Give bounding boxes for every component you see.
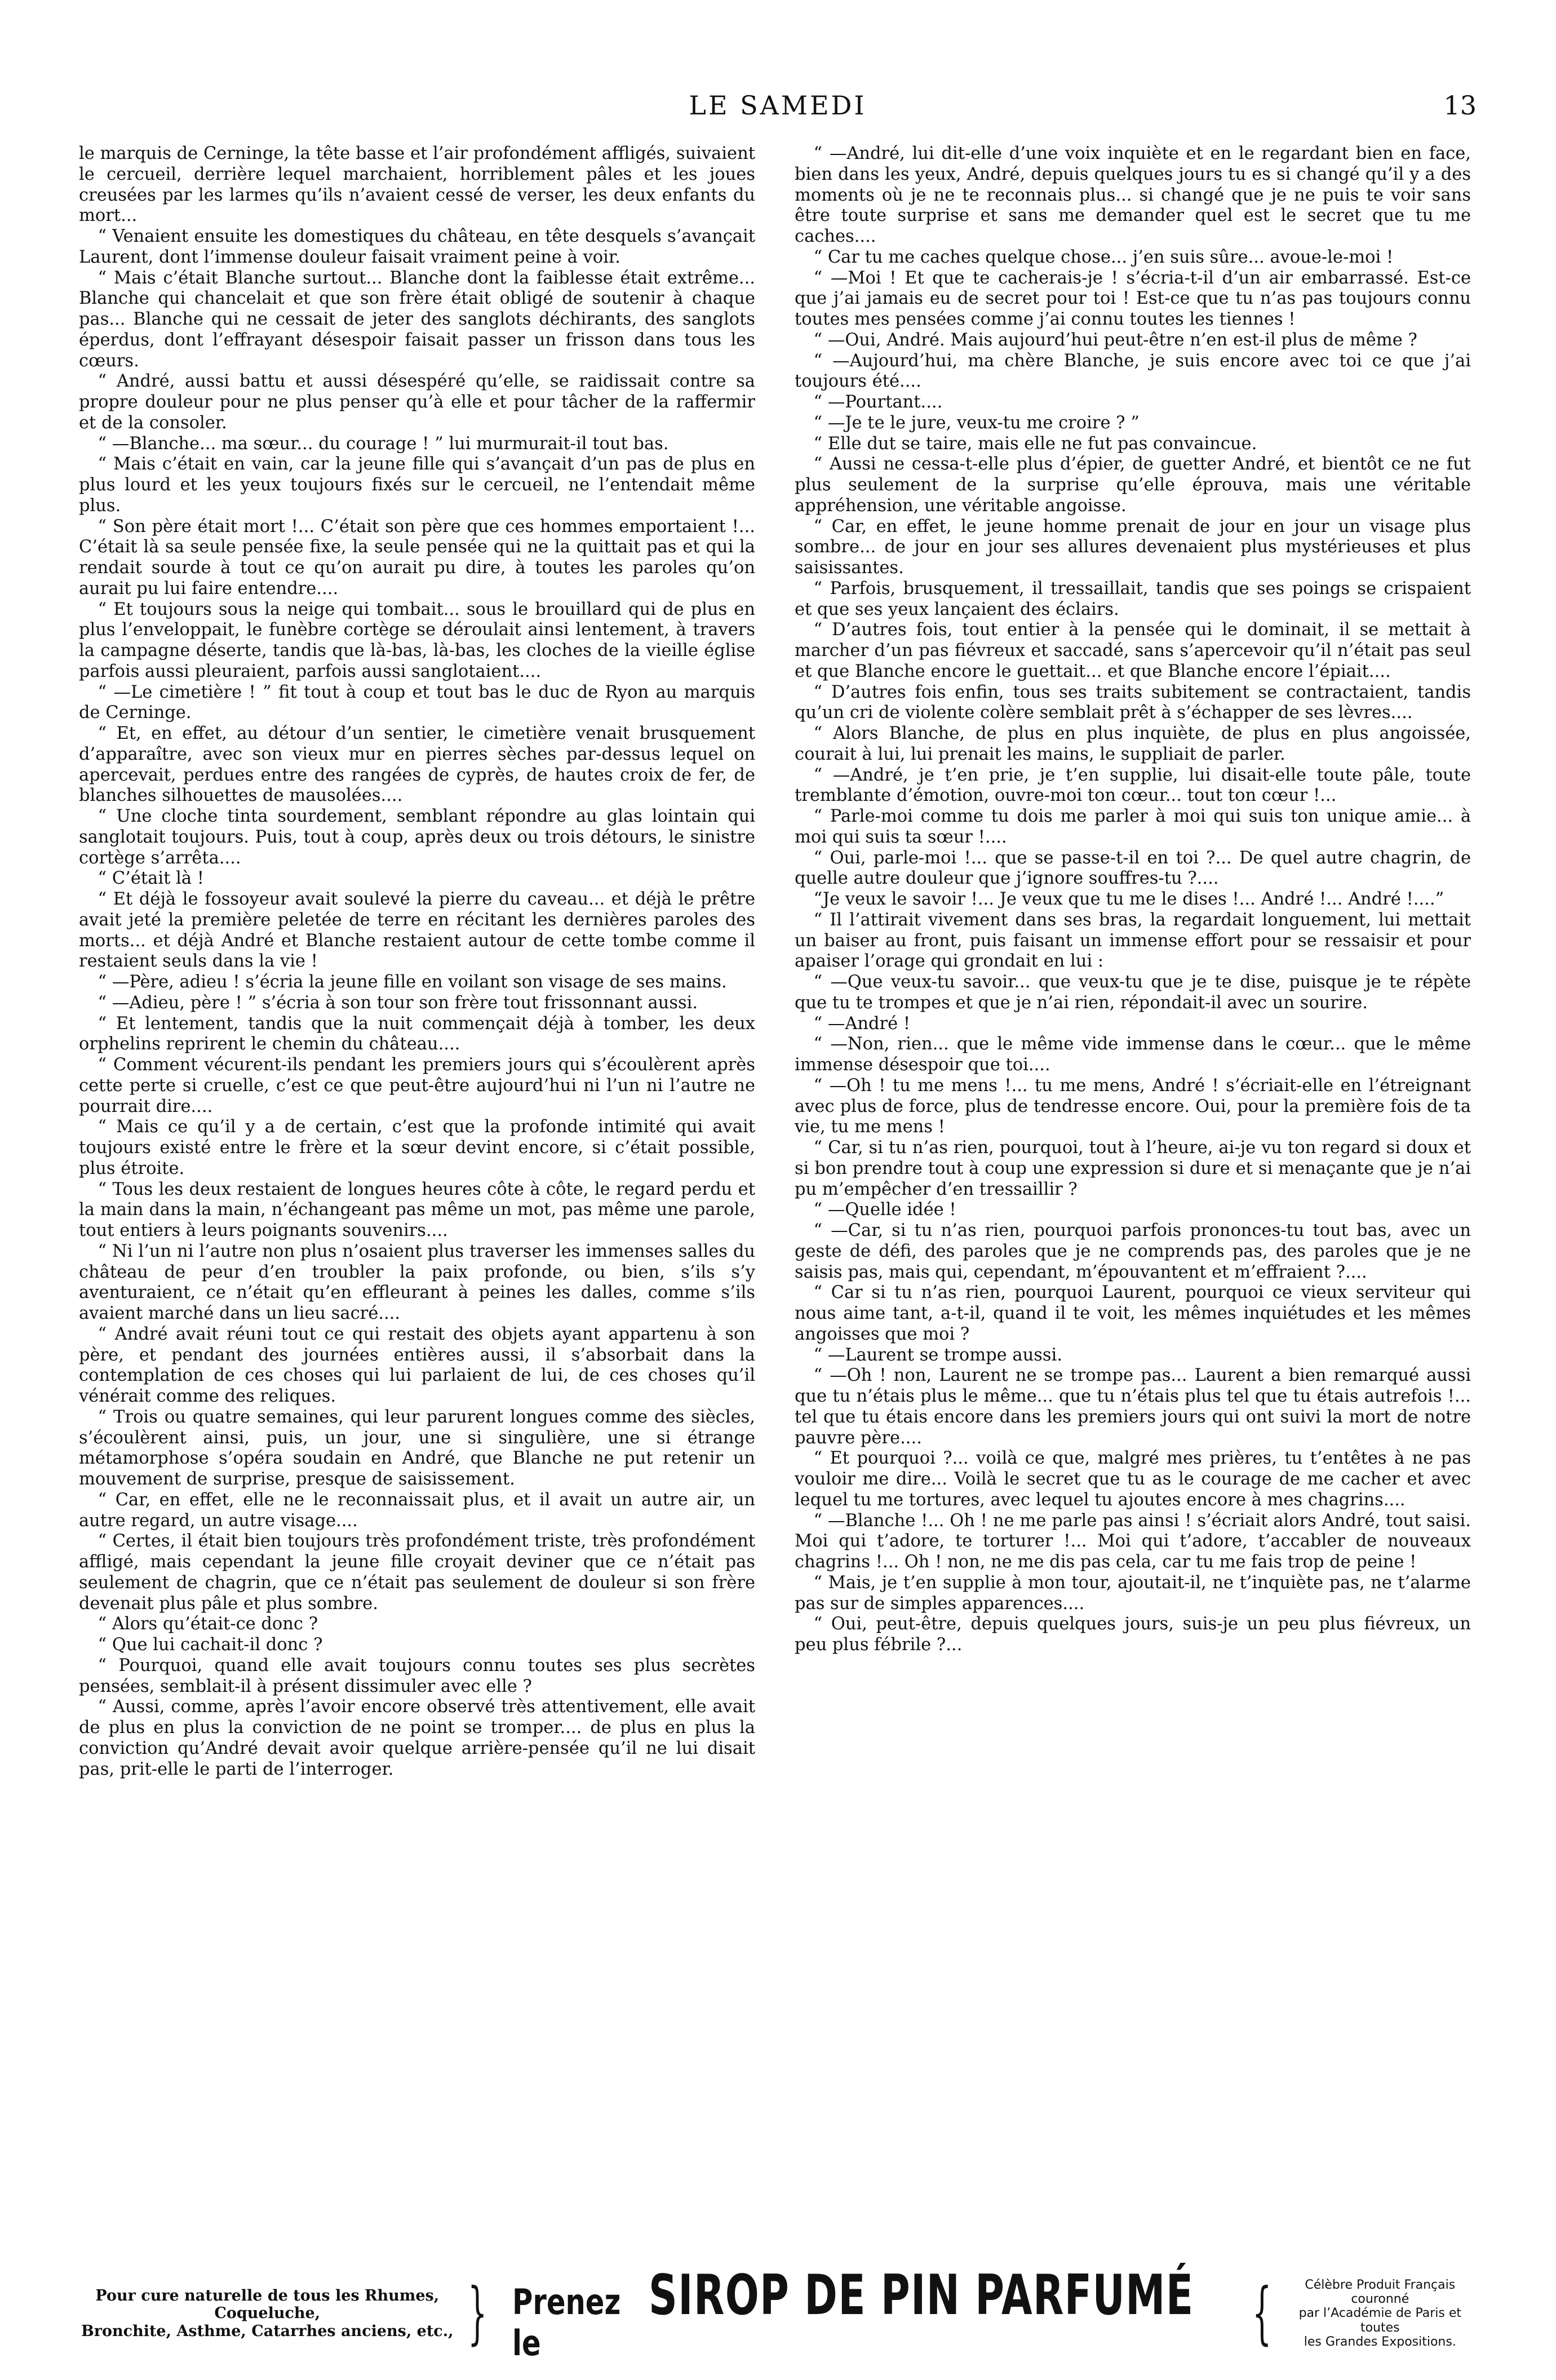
ad-indications [79,2287,456,2339]
paragraph: “ Mais c’était Blanche surtout... Blanche dont la faiblesse était extrême... Blanche qui chancelait et que son frère était obligé de soutenir à chaque pas... Blanche qui ne cessait de jeter des sanglots déchirants, des sanglots éperdus, dont l’effrayant désespoir faisait passer un frisson dans tous les cœurs. [79,268,755,371]
paragraph: “ Alors qu’était-ce donc ? [97,1614,318,1634]
paragraph: “ Et lentement, tandis que la nuit commençait déjà à tomber, les deux orphelins reprirent le chemin du château.... [79,1013,755,1054]
paragraph: “Je veux le savoir !... Je veux que tu me le dises !... André !... André !....” [813,889,1444,909]
paragraph: “ Pourquoi, quand elle avait toujours connu toutes ses plus secrètes pensées, semblait-il à présent dissimuler avec elle ? [79,1655,755,1696]
paragraph: “ —Blanche... ma sœur... du courage ! ” lui murmurait-il tout bas. [97,433,669,454]
paragraph: “ Oui, peut-être, depuis quelques jours, suis-je un peu plus fiévreux, un peu plus fébrile ?... [795,1614,1471,1655]
ad-product-name: SIROP DE PIN PARFUMÉ [649,2263,1194,2328]
ad-award-line: Célèbre Produit Français couronné [1305,2277,1456,2307]
ad-award-line: par l’Académie de Paris et toutes [1298,2306,1461,2335]
paragraph: “ —Moi ! Et que te cacherais-je ! s’écria-t-il d’un air embarrassé. Est-ce que j’ai jamais eu de secret pour toi ! Est-ce que tu n’as pas toujours connu toutes mes pensées comme j’ai connu toutes les tiennes ! [795,268,1471,329]
ad-prenez: Prenez le [512,2281,621,2364]
paragraph: “ —André, je t’en prie, je t’en supplie, lui disait-elle toute pâle, toute tremblante d’émotion, ouvre-moi ton cœur... tout ton cœur !... [795,765,1471,806]
advertisement-banner [79,2263,1477,2364]
paragraph: “ André, aussi battu et aussi désespéré qu’elle, se raidissait contre sa propre douleur pour ne plus penser qu’à elle et pour tâcher de la raffermir et de la consoler. [79,371,755,433]
ad-award-note [1284,2278,1477,2349]
paragraph: “ Alors Blanche, de plus en plus inquiète, de plus en plus angoissée, courait à lui, lui prenait les mains, le suppliait de parler. [795,724,1471,764]
paragraph: “ —Je te le jure, veux-tu me croire ? ” [813,413,1140,433]
paragraph: “ Mais, je t’en supplie à mon tour, ajoutait-il, ne t’inquiète pas, ne t’alarme pas sur de simples apparences.... [795,1572,1471,1614]
paragraph: “ D’autres fois enfin, tous ses traits subitement se contractaient, tandis qu’un cri de violente colère semblait prêt à s’échapper de ses lèvres.... [795,682,1471,723]
paragraph: “ D’autres fois, tout entier à la pensée qui le dominait, il se mettait à marcher d’un pas fiévreux et saccadé, sans s’apercevoir qu’il n’était pas seul et que Blanche encore le guettait... et que Blanche encore l’épiait.... [795,620,1471,681]
paragraph: “ —André, lui dit-elle d’une voix inquiète et en le regardant bien en face, bien dans les yeux, André, depuis quelques jours tu es si changé qu’il y a des moments où je ne te reconnais plus... si changé que je ne puis te voir sans être toute surprise et sans me demander quel est le secret que tu me caches.... [795,144,1471,246]
closing-brace: } [467,2274,487,2352]
paragraph: “ Son père était mort !... C’était son père que ces hommes emportaient !... C’était là sa seule pensée fixe, la seule pensée qui ne la quittait pas et qui la rendait sourde à tout ce qu’on aurait pu dire, à toutes les paroles qu’on aurait pu lui faire entendre.... [79,516,755,599]
left-column [79,144,755,2240]
article-body [79,144,1471,2240]
paragraph: “ Comment vécurent-ils pendant les premiers jours qui s’écoulèrent après cette perte si cruelle, c’est ce que peut-être aujourd’hui ni l’un ni l’autre ne pourrait dire.... [79,1055,755,1116]
paragraph: “ Car, si tu n’as rien, pourquoi, tout à l’heure, ai-je vu ton regard si doux et si bon prendre tout à coup une expression si dure et si menaçante que je n’ai pu m’empêcher d’en tressaillir ? [795,1138,1471,1199]
paragraph: “ —Blanche !... Oh ! ne me parle pas ainsi ! s’écriait alors André, tout saisi. Moi qui t’adore, te torturer !... Moi qui t’adore, t’accabler de nouveaux chagrins !... Oh ! non, ne me dis pas cela, car tu me fais trop de peine ! [795,1510,1471,1572]
paragraph: “ Elle dut se taire, mais elle ne fut pas convaincue. [813,433,1257,454]
paragraph: “ Et toujours sous la neige qui tombait... sous le brouillard qui de plus en plus l’enveloppait, le funèbre cortège se déroulait ainsi lentement, à travers la campagne déserte, tandis que là-bas, là-bas, les cloches de la vieille église parfois aussi pleuraient, parfois aussi sanglotaient.... [79,599,755,681]
paragraph: “ C’était là ! [97,868,204,889]
paragraph: “ Mais ce qu’il y a de certain, c’est que la profonde intimité qui avait toujours existé entre le frère et la sœur devint encore, si c’était possible, plus étroite. [79,1117,755,1178]
paragraph: “ —Le cimetière ! ” fit tout à coup et tout bas le duc de Ryon au marquis de Cerninge. [79,682,755,723]
paragraph: “ —Non, rien... que le même vide immense dans le cœur... que le même immense désespoir que toi.... [795,1034,1471,1075]
paragraph: “ Et pourquoi ?... voilà ce que, malgré mes prières, tu t’entêtes à ne pas vouloir me dire... Voilà le secret que tu as le courage de me cacher et avec lequel tu me tortures, avec lequel tu ajoutes encore à mes chagrins.... [795,1448,1471,1510]
paragraph: “ Car tu me caches quelque chose... j’en suis sûre... avoue-le-moi ! [813,247,1394,267]
paragraph: “ —Aujourd’hui, ma chère Blanche, je suis encore avec toi ce que j’ai toujours été.... [795,351,1471,392]
paragraph: “ Une cloche tinta sourdement, semblant répondre au glas lointain qui sanglotait toujours. Puis, tout à coup, après deux ou trois détours, le sinistre cortège s’arrêta.... [79,806,755,868]
ad-award-line: les Grandes Expositions. [1304,2334,1456,2349]
paragraph: “ —André ! [813,1013,911,1034]
ad-indications-line: Pour cure naturelle de tous les Rhumes, Coqueluche, [95,2287,440,2323]
paragraph: “ Mais c’était en vain, car la jeune fille qui s’avançait d’un pas de plus en plus lourd et les yeux toujours fixés sur le cercueil, ne l’entendait même plus. [79,454,755,516]
ad-headline [499,2263,1240,2364]
paragraph: “ —Car, si tu n’as rien, pourquoi parfois prononces-tu tout bas, avec un geste de défi, des paroles que je ne comprends pas, des paroles que je ne saisis pas, mais qui, cependant, m’épouvantent et m’effraient ?.... [795,1221,1471,1282]
page-header [79,90,1477,130]
paragraph: “ Tous les deux restaient de longues heures côte à côte, le regard perdu et la main dans la main, n’échangeant pas même un mot, pas même une parole, tout entiers à leurs poignants souvenirs.... [79,1179,755,1240]
paragraph: “ Oui, parle-moi !... que se passe-t-il en toi ?... De quel autre chagrin, de quelle autre douleur que j’ignore souffres-tu ?.... [795,848,1471,889]
paragraph: “ Certes, il était bien toujours très profondément triste, très profondément affligé, mais cependant la jeune fille croyait deviner que ce n’était pas seulement de chagrin, que ce n’était pas seulement de douleur si son frère devenait plus pâle et plus sombre. [79,1531,755,1614]
paragraph: “ —Pourtant.... [813,392,943,412]
ad-indications-line: Bronchite, Asthme, Catarrhes anciens, etc., [81,2322,454,2340]
paragraph: “ Que lui cachait-il donc ? [97,1635,323,1655]
paragraph: “ —Laurent se trompe aussi. [813,1345,1063,1365]
paragraph: “ —Oui, André. Mais aujourd’hui peut-être n’en est-il plus de même ? [813,330,1417,350]
paragraph: “ —Quelle idée ! [813,1200,956,1220]
paragraph: “ André avait réuni tout ce qui restait des objets ayant appartenu à son père, et pendant des journées entières aussi, il s’absorbait dans la contemplation de ces choses qui lui parlaient de lui, de ces choses qu’il vénérait comme des reliques. [79,1324,755,1406]
page-number: 13 [1443,90,1477,121]
opening-brace: { [1252,2274,1272,2352]
paragraph: “ Parle-moi comme tu dois me parler à moi qui suis ton unique amie... à moi qui suis ta sœur !.... [795,806,1471,847]
paragraph: “ Parfois, brusquement, il tressaillait, tandis que ses poings se crispaient et que ses yeux lançaient des éclairs. [795,578,1471,619]
paragraph: “ Il l’attirait vivement dans ses bras, la regardait longuement, lui mettait un baiser au front, puis faisant un immense effort pour se ressaisir et pour apaiser l’orage qui grondait en lui : [795,910,1471,972]
paragraph: “ Trois ou quatre semaines, qui leur parurent longues comme des siècles, s’écoulèrent ainsi, puis, un jour, une si singulière, une si étrange métamorphose s’opéra soudain en André, que Blanche ne put retenir un mouvement de surprise, presque de saisissement. [79,1407,755,1489]
paragraph: “ —Père, adieu ! s’écria la jeune fille en voilant son visage de ses mains. [97,972,727,992]
paragraph: “ —Adieu, père ! ” s’écria à son tour son frère tout frissonnant aussi. [97,992,698,1013]
paragraph: “ —Oh ! non, Laurent ne se trompe pas... Laurent a bien remarqué aussi que tu n’étais plus le même... que tu n’étais plus tel que tu étais autrefois !... tel que tu étais encore dans les premiers jours qui ont suivi la mort de notre pauvre père.... [795,1366,1471,1448]
paragraph: “ —Oh ! tu me mens !... tu me mens, André ! s’écriait-elle en l’étreignant avec plus de force, plus de tendresse encore. Oui, pour la première fois de ta vie, tu me mens ! [795,1075,1471,1137]
paragraph: “ Et déjà le fossoyeur avait soulevé la pierre du caveau... et déjà le prêtre avait jeté la première peletée de terre en récitant les dernières paroles des morts... et déjà André et Blanche restaient autour de cette tombe comme il restaient seuls dans la vie ! [79,889,755,972]
paragraph: “ Car si tu n’as rien, pourquoi Laurent, pourquoi ce vieux serviteur qui nous aime tant, a-t-il, quand il te voit, les mêmes inquiétudes et les mêmes angoisses que moi ? [795,1283,1471,1344]
paragraph: “ Et, en effet, au détour d’un sentier, le cimetière venait brusquement d’apparaître, avec son vieux mur en pierres sèches par-dessus lequel on apercevait, perdues entre des rangées de cyprès, de hautes croix de fer, de blanches silhouettes de mausolées.... [79,724,755,806]
right-column [795,144,1471,2240]
paragraph: “ Venaient ensuite les domestiques du château, en tête desquels s’avançait Laurent, dont l’immense douleur faisait vraiment peine à voir. [79,227,755,267]
paragraph: “ Car, en effet, elle ne le reconnaissait plus, et il avait un autre air, un autre regard, un autre visage.... [79,1490,755,1531]
paragraph: “ —Que veux-tu savoir... que veux-tu que je te dise, puisque je te répète que tu te trompes et que je n’ai rien, répondait-il avec un sourire. [795,972,1471,1013]
paragraph: le marquis de Cerninge, la tête basse et l’air profondément affligés, suivaient le cercueil, derrière lequel marchaient, horriblement pâles et les joues creusées par les larmes qu’ils n’avaient cessé de verser, les deux enfants du mort... [79,144,755,226]
paragraph: “ Aussi ne cessa-t-elle plus d’épier, de guetter André, et bientôt ce ne fut plus seulement de la surprise qu’elle éprouva, mais une véritable appréhension, une véritable angoisse. [795,454,1471,516]
paragraph: “ Aussi, comme, après l’avoir encore observé très attentivement, elle avait de plus en plus la conviction de ne point se tromper.... de plus en plus la conviction qu’André devait avoir quelque arrière-pensée qu’il ne lui disait pas, prit-elle le parti de l’interroger. [79,1697,755,1779]
paragraph: “ Ni l’un ni l’autre non plus n’osaient plus traverser les immenses salles du château de peur d’en troubler la paix profonde, ou bien, s’ils s’y aventuraient, ce n’était qu’en effleurant à peines les dalles, comme s’ils avaient marché dans un lieu sacré.... [79,1241,755,1323]
paragraph: “ Car, en effet, le jeune homme prenait de jour en jour un visage plus sombre... de jour en jour ses allures devenaient plus mystérieuses et plus saisissantes. [795,516,1471,578]
publication-title: LE SAMEDI [689,90,867,121]
